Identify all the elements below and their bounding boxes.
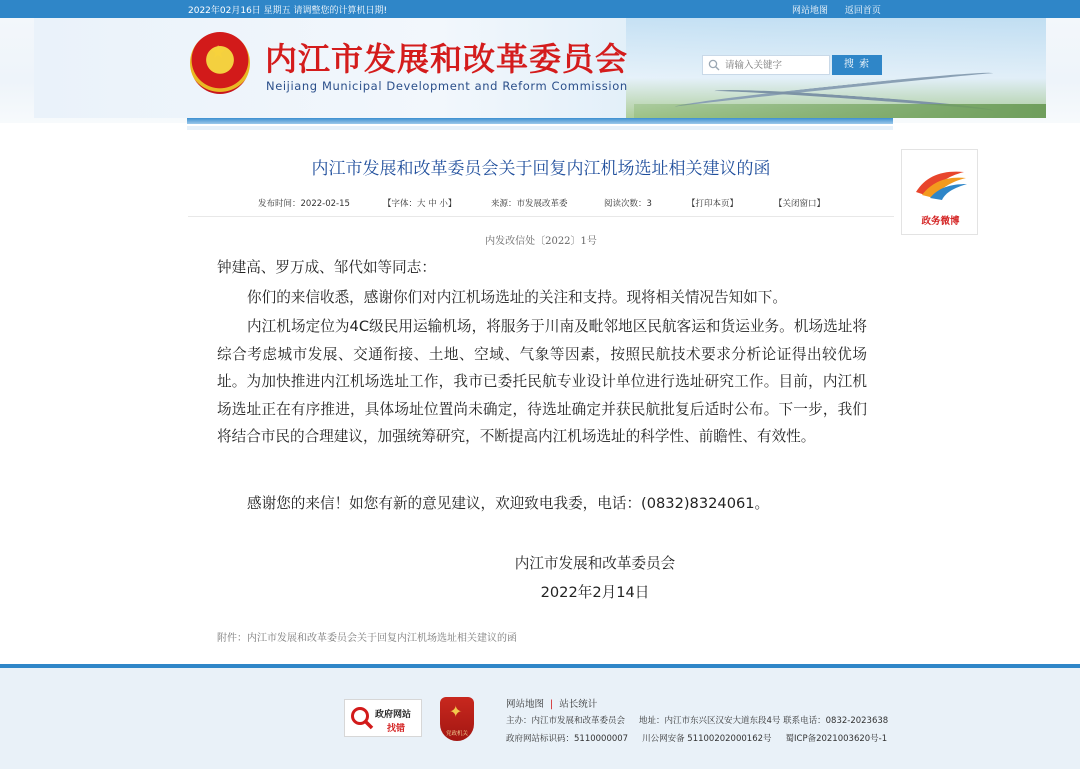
search-box bbox=[702, 55, 830, 75]
footer-stats-link[interactable]: 站长统计 bbox=[559, 699, 598, 710]
signature-date: 2022年2月14日 bbox=[540, 584, 650, 601]
paragraph: 内江机场定位为4C级民用运输机场，将服务于川南及毗邻地区民航客运和货运业务。机场选址将综合考虑城市发展、交通衔接、土地、空域、气象等因素，按照民航技术要求分析论证得出较优场址。为加快推进内江机场选址工作，我市已委托民航专业设计单位进行选址研究工作。目前，内江机场选址正在有序推进，具体场址位置尚未确定，待选址确定并获民航批复后适时公布。下一步，我们将结合市民的合理建议，加强统筹研究，不断提高内江机场选址的科学性、前瞻性、有效性。 bbox=[217, 318, 867, 446]
article-title: 内江市发展和改革委员会关于回复内江机场选址相关建议的函 bbox=[311, 159, 771, 179]
emblem-star-icon: ★ bbox=[210, 42, 227, 63]
site-title: 内江市发展和改革委员会 bbox=[265, 40, 629, 78]
weibo-icon bbox=[912, 162, 969, 202]
badge-subtitle: 找错 bbox=[387, 724, 406, 734]
search-input[interactable] bbox=[725, 58, 825, 73]
landscape-image bbox=[634, 104, 1046, 118]
site-subtitle: Neijiang Municipal Development and Reform Commission bbox=[266, 79, 628, 93]
magnifier-icon bbox=[349, 705, 375, 731]
footer-sitemap-link[interactable]: 网站地图 bbox=[506, 699, 545, 710]
attachment-link[interactable]: 附件：内江市发展和改革委员会关于回复内江机场选址相关建议的函 bbox=[217, 633, 517, 644]
top-links bbox=[792, 3, 895, 16]
paragraph: 你们的来信收悉，感谢你们对内江机场选址的关注和支持。现将相关情况告知如下。 bbox=[247, 289, 787, 306]
footer-links bbox=[506, 696, 597, 710]
search-icon bbox=[708, 59, 720, 71]
read-count: 阅读次数：3 bbox=[604, 199, 652, 209]
header-divider bbox=[187, 118, 893, 124]
top-bar bbox=[0, 0, 1080, 18]
font-size-switch[interactable]: 【字体：大 中 小】 bbox=[383, 199, 457, 209]
current-date-text: 2022年02月16日 星期五 请调整您的计算机日期! bbox=[188, 6, 388, 16]
footer-site-id: 政府网站标识码：5110000007 bbox=[506, 734, 629, 744]
publish-time: 发布时间：2022-02-15 bbox=[258, 199, 350, 209]
gov-site-find-error-badge[interactable] bbox=[344, 699, 422, 737]
footer-address: 地址：内江市东兴区汉安大道东段4号 联系电话：0832-2023638 bbox=[639, 716, 889, 726]
salutation: 钟建高、罗万成、邹代如等同志： bbox=[217, 259, 436, 276]
footer-icp-record[interactable]: 蜀ICP备2021003620号-1 bbox=[785, 734, 888, 744]
paragraph: 感谢您的来信！如您有新的意见建议，欢迎致电我委，电话：(0832)8324061。 bbox=[247, 495, 770, 512]
badge-caption: 党政机关 bbox=[445, 731, 468, 737]
home-link[interactable]: 返回首页 bbox=[844, 6, 881, 16]
sitemap-link[interactable]: 网站地图 bbox=[792, 6, 829, 16]
footer-sponsor: 主办：内江市发展和改革委员会 bbox=[506, 716, 626, 726]
signature-organization: 内江市发展和改革委员会 bbox=[514, 555, 676, 572]
weibo-label: 政务微博 bbox=[921, 216, 960, 227]
document-number: 内发改信处〔2022〕1号 bbox=[485, 236, 597, 247]
footer-link-separator: | bbox=[550, 699, 554, 710]
footer-police-record[interactable]: 川公网安备 51100202000162号 bbox=[642, 734, 772, 744]
badge-title: 政府网站 bbox=[375, 710, 412, 720]
header-divider-shadow bbox=[187, 126, 893, 130]
gov-weibo-badge[interactable] bbox=[901, 149, 978, 235]
emblem-glyph-icon: ✦ bbox=[449, 702, 463, 721]
footer-registration-line bbox=[506, 732, 901, 744]
print-page-link[interactable]: 【打印本页】 bbox=[687, 199, 739, 209]
meta-divider bbox=[188, 216, 894, 217]
article-source: 来源：市发展改革委 bbox=[491, 199, 568, 209]
footer-contact-line bbox=[506, 714, 902, 726]
party-gov-organ-badge[interactable] bbox=[440, 697, 474, 741]
close-window-link[interactable]: 【关闭窗口】 bbox=[774, 199, 826, 209]
search-button[interactable]: 搜 索 bbox=[832, 55, 882, 75]
